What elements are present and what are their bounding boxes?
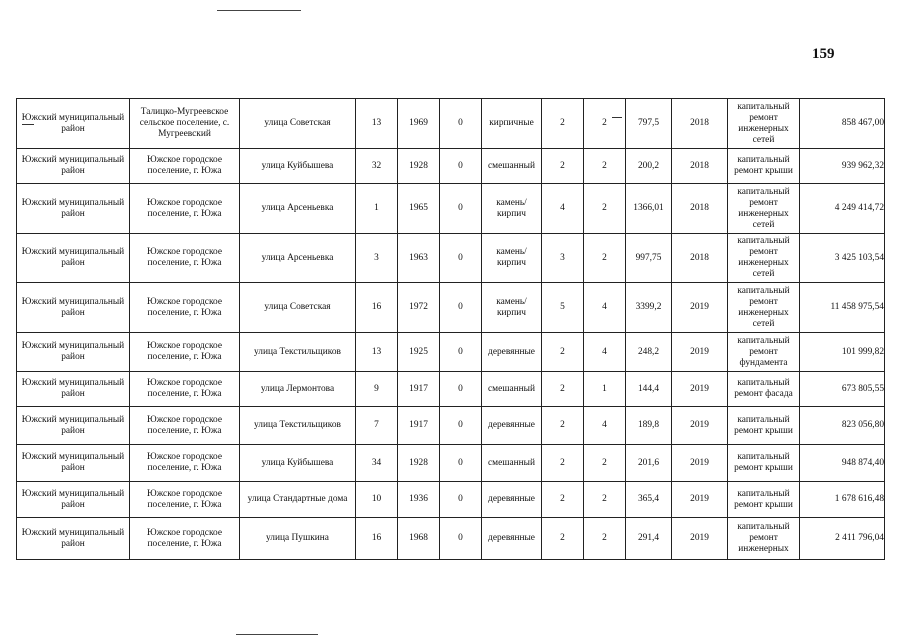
cost-cell: 858 467,00: [800, 99, 885, 149]
plan-year-cell: 2019: [672, 372, 728, 407]
area-cell: 291,4: [626, 518, 672, 560]
district-cell: Южский муниципальный район: [17, 234, 130, 283]
house-number-cell: 13: [356, 99, 398, 149]
plan-year-cell: 2018: [672, 234, 728, 283]
build-year-cell: 1968: [398, 518, 440, 560]
table-row: [17, 333, 885, 372]
build-year-cell: 1965: [398, 184, 440, 234]
cost-cell: 1 678 616,48: [800, 482, 885, 518]
zero-cell: 0: [440, 445, 482, 482]
entrances-cell: 4: [584, 333, 626, 372]
floors-cell: 2: [542, 149, 584, 184]
house-number-cell: 32: [356, 149, 398, 184]
housing-repair-table: [16, 98, 885, 560]
work-type-cell: капитальный ремонт фундамента: [728, 333, 800, 372]
wall-material-cell: смешанный: [482, 149, 542, 184]
district-cell: Южский муниципальный район: [17, 333, 130, 372]
wall-material-cell: камень/кирпич: [482, 283, 542, 333]
area-cell: 365,4: [626, 482, 672, 518]
entrances-cell: 4: [584, 407, 626, 445]
district-cell: Южский муниципальный район: [17, 99, 130, 149]
house-number-cell: 7: [356, 407, 398, 445]
plan-year-cell: 2019: [672, 283, 728, 333]
wall-material-cell: кирпичные: [482, 99, 542, 149]
plan-year-cell: 2018: [672, 184, 728, 234]
area-cell: 797,5: [626, 99, 672, 149]
cost-cell: 823 056,80: [800, 407, 885, 445]
table-row: [17, 518, 885, 560]
settlement-cell: Южское городское поселение, г. Южа: [130, 149, 240, 184]
area-cell: 248,2: [626, 333, 672, 372]
plan-year-cell: 2019: [672, 518, 728, 560]
work-type-cell: капитальный ремонт крыши: [728, 482, 800, 518]
entrances-cell: 4: [584, 283, 626, 333]
plan-year-cell: 2019: [672, 333, 728, 372]
zero-cell: 0: [440, 99, 482, 149]
plan-year-cell: 2019: [672, 445, 728, 482]
work-type-cell: капитальный ремонт фасада: [728, 372, 800, 407]
wall-material-cell: смешанный: [482, 372, 542, 407]
floors-cell: 2: [542, 482, 584, 518]
work-type-cell: капитальный ремонт крыши: [728, 407, 800, 445]
wall-material-cell: деревянные: [482, 407, 542, 445]
build-year-cell: 1963: [398, 234, 440, 283]
district-cell: Южский муниципальный район: [17, 372, 130, 407]
district-cell: Южский муниципальный район: [17, 407, 130, 445]
table-row: [17, 149, 885, 184]
entrances-cell: 2: [584, 518, 626, 560]
zero-cell: 0: [440, 234, 482, 283]
work-type-cell: капитальный ремонт крыши: [728, 445, 800, 482]
plan-year-cell: 2019: [672, 482, 728, 518]
district-cell: Южский муниципальный район: [17, 149, 130, 184]
street-cell: улица Куйбышева: [240, 149, 356, 184]
floors-cell: 2: [542, 99, 584, 149]
floors-cell: 2: [542, 372, 584, 407]
wall-material-cell: камень/кирпич: [482, 184, 542, 234]
plan-year-cell: 2018: [672, 149, 728, 184]
floors-cell: 4: [542, 184, 584, 234]
table-row: [17, 445, 885, 482]
wall-material-cell: деревянные: [482, 518, 542, 560]
table-row: [17, 372, 885, 407]
house-number-cell: 34: [356, 445, 398, 482]
build-year-cell: 1928: [398, 149, 440, 184]
street-cell: улица Текстильщиков: [240, 407, 356, 445]
house-number-cell: 1: [356, 184, 398, 234]
cost-cell: 2 411 796,04: [800, 518, 885, 560]
table-row: [17, 283, 885, 333]
entrances-cell: 2: [584, 99, 626, 149]
settlement-cell: Южское городское поселение, г. Южа: [130, 184, 240, 234]
street-cell: улица Текстильщиков: [240, 333, 356, 372]
area-cell: 3399,2: [626, 283, 672, 333]
settlement-cell: Южское городское поселение, г. Южа: [130, 445, 240, 482]
cost-cell: 3 425 103,54: [800, 234, 885, 283]
work-type-cell: капитальный ремонт инженерных сетей: [728, 184, 800, 234]
floors-cell: 2: [542, 445, 584, 482]
settlement-cell: Южское городское поселение, г. Южа: [130, 518, 240, 560]
street-cell: улица Лермонтова: [240, 372, 356, 407]
cost-cell: 4 249 414,72: [800, 184, 885, 234]
area-cell: 997,75: [626, 234, 672, 283]
table-row: [17, 234, 885, 283]
table-row: [17, 407, 885, 445]
table-row: [17, 482, 885, 518]
house-number-cell: 10: [356, 482, 398, 518]
house-number-cell: 3: [356, 234, 398, 283]
district-cell: Южский муниципальный район: [17, 518, 130, 560]
street-cell: улица Пушкина: [240, 518, 356, 560]
street-cell: улица Советская: [240, 283, 356, 333]
wall-material-cell: смешанный: [482, 445, 542, 482]
work-type-cell: капитальный ремонт инженерных сетей: [728, 99, 800, 149]
house-number-cell: 16: [356, 283, 398, 333]
settlement-cell: Южское городское поселение, г. Южа: [130, 283, 240, 333]
entrances-cell: 2: [584, 234, 626, 283]
district-cell: Южский муниципальный район: [17, 445, 130, 482]
zero-cell: 0: [440, 482, 482, 518]
wall-material-cell: деревянные: [482, 482, 542, 518]
cost-cell: 101 999,82: [800, 333, 885, 372]
zero-cell: 0: [440, 372, 482, 407]
house-number-cell: 9: [356, 372, 398, 407]
floors-cell: 2: [542, 518, 584, 560]
entrances-cell: 2: [584, 445, 626, 482]
table-row: [17, 184, 885, 234]
table-row: [17, 99, 885, 149]
work-type-cell: капитальный ремонт инженерных: [728, 518, 800, 560]
zero-cell: 0: [440, 333, 482, 372]
build-year-cell: 1917: [398, 407, 440, 445]
street-cell: улица Арсеньевка: [240, 234, 356, 283]
entrances-cell: 2: [584, 149, 626, 184]
settlement-cell: Южское городское поселение, г. Южа: [130, 407, 240, 445]
wall-material-cell: камень/кирпич: [482, 234, 542, 283]
district-cell: Южский муниципальный район: [17, 283, 130, 333]
floors-cell: 3: [542, 234, 584, 283]
page-number: 159: [812, 46, 835, 62]
entrances-cell: 2: [584, 184, 626, 234]
wall-material-cell: деревянные: [482, 333, 542, 372]
entrances-cell: 2: [584, 482, 626, 518]
cost-cell: 948 874,40: [800, 445, 885, 482]
area-cell: 200,2: [626, 149, 672, 184]
build-year-cell: 1925: [398, 333, 440, 372]
settlement-cell: Южское городское поселение, г. Южа: [130, 482, 240, 518]
house-number-cell: 13: [356, 333, 398, 372]
district-cell: Южский муниципальный район: [17, 184, 130, 234]
floors-cell: 5: [542, 283, 584, 333]
settlement-cell: Южское городское поселение, г. Южа: [130, 372, 240, 407]
area-cell: 1366,01: [626, 184, 672, 234]
work-type-cell: капитальный ремонт инженерных сетей: [728, 283, 800, 333]
floors-cell: 2: [542, 333, 584, 372]
zero-cell: 0: [440, 407, 482, 445]
house-number-cell: 16: [356, 518, 398, 560]
settlement-cell: Южское городское поселение, г. Южа: [130, 234, 240, 283]
scan-line-top: [217, 10, 301, 11]
cost-cell: 939 962,32: [800, 149, 885, 184]
street-cell: улица Арсеньевка: [240, 184, 356, 234]
cost-cell: 673 805,55: [800, 372, 885, 407]
work-type-cell: капитальный ремонт инженерных сетей: [728, 234, 800, 283]
settlement-cell: Южское городское поселение, г. Южа: [130, 333, 240, 372]
build-year-cell: 1972: [398, 283, 440, 333]
entrances-cell: 1: [584, 372, 626, 407]
build-year-cell: 1969: [398, 99, 440, 149]
area-cell: 144,4: [626, 372, 672, 407]
build-year-cell: 1917: [398, 372, 440, 407]
scan-line-bottom: [236, 634, 318, 635]
street-cell: улица Стандартные дома: [240, 482, 356, 518]
district-cell: Южский муниципальный район: [17, 482, 130, 518]
area-cell: 189,8: [626, 407, 672, 445]
plan-year-cell: 2018: [672, 99, 728, 149]
street-cell: улица Советская: [240, 99, 356, 149]
settlement-cell: Талицко-Мугреевское сельское поселение, с. Мугреевский: [130, 99, 240, 149]
work-type-cell: капитальный ремонт крыши: [728, 149, 800, 184]
street-cell: улица Куйбышева: [240, 445, 356, 482]
zero-cell: 0: [440, 518, 482, 560]
build-year-cell: 1936: [398, 482, 440, 518]
build-year-cell: 1928: [398, 445, 440, 482]
zero-cell: 0: [440, 149, 482, 184]
area-cell: 201,6: [626, 445, 672, 482]
plan-year-cell: 2019: [672, 407, 728, 445]
zero-cell: 0: [440, 184, 482, 234]
floors-cell: 2: [542, 407, 584, 445]
zero-cell: 0: [440, 283, 482, 333]
cost-cell: 11 458 975,54: [800, 283, 885, 333]
